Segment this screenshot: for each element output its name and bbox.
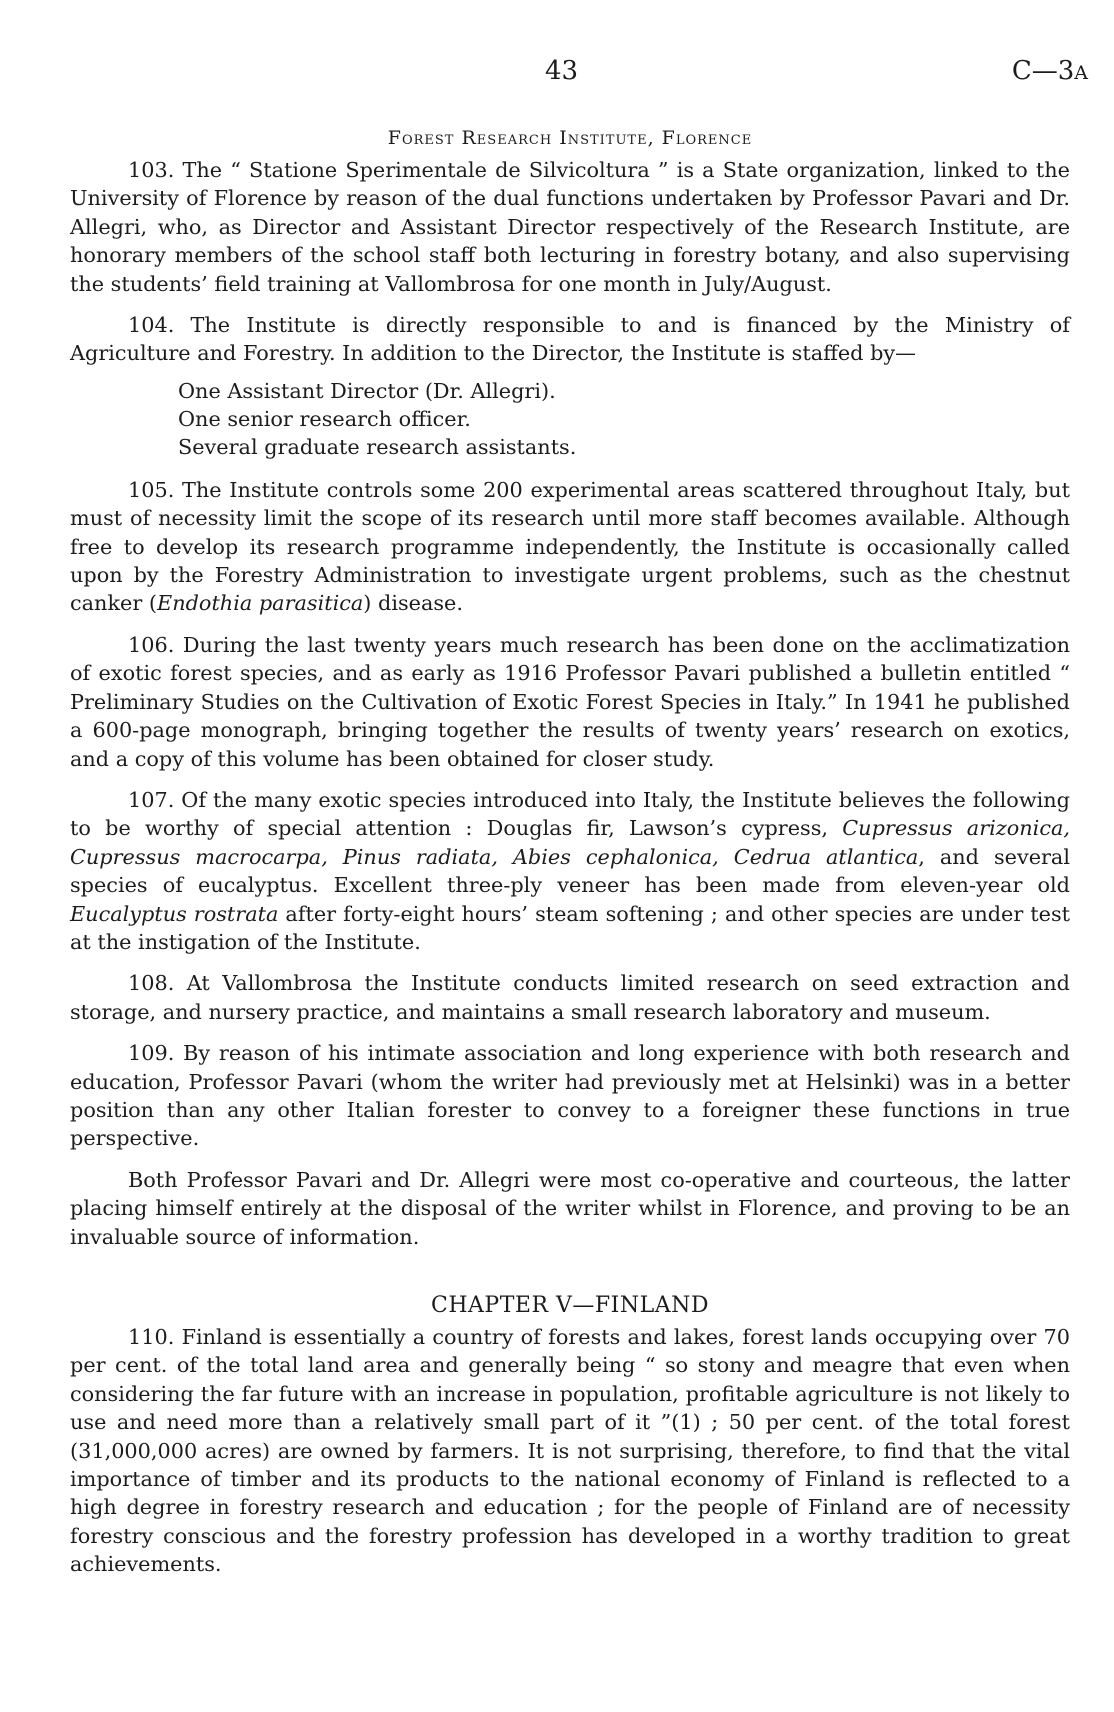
paragraph-107-text: 107. Of the many exotic species introduced into Italy, the Institute believes the following to be worthy of special attention : Douglas fir, Lawson’s cypress, <box>70 787 1070 841</box>
page-reference-suffix: A <box>1074 62 1088 84</box>
paragraph-103: 103. The “ Statione Sperimentale de Silvicoltura ” is a State organization, linked to the University of Florence by reason of the dual functions undertaken by Professor Pavari and Dr. Allegri, who, as Director and Assistant Director respectively of the Research Institute, are honorary members of the school staff both lecturing in forestry botany, and also supervising the students’ field training at Vallombrosa for one month in July/August. <box>70 158 1070 296</box>
paragraph-105-text-end: ) disease. <box>363 591 463 616</box>
page-reference-main: C—3 <box>1011 56 1075 86</box>
staff-list-item: One Assistant Director (Dr. Allegri). <box>178 378 556 403</box>
paragraph-107-text-mid: , and several species of eucalyptus. Excellent three-ply veneer has been made from eleven-year old <box>70 844 1070 898</box>
paragraph-107-text-end: after forty-eight hours’ steam softening ; and other species are under test at the instigation of the Institute. <box>70 901 1070 954</box>
page-header <box>0 56 1114 90</box>
section-title: Forest Research Institute, Florence <box>387 127 753 149</box>
staff-list-item: One senior research officer. <box>178 406 471 431</box>
paragraph-closing: Both Professor Pavari and Dr. Allegri were most co-operative and courteous, the latter placing himself entirely at the disposal of the writer whilst in Florence, and proving to be an invaluable source of information. <box>70 1167 1070 1249</box>
paragraph-106: 106. During the last twenty years much research has been done on the acclimatization of exotic forest species, and as early as 1916 Professor Pavari published a bulletin entitled “ Preliminary Studies on the Cultivation of Exotic Forest Species in Italy.” In 1941 he published a 600-page monograph, bringing together the results of twenty years’ research on exotics, and a copy of this volume has been obtained for closer study. <box>70 632 1070 771</box>
italic-species-name: Eucalyptus rostrata <box>70 901 279 926</box>
body-text <box>70 124 1070 1592</box>
chapter-title: CHAPTER V—FINLAND <box>431 1293 709 1318</box>
italic-species-list: Cupressus arizonica, Cupressus macrocarpa, Pinus radiata, Abies cephalonica, Cedrua atlantica <box>70 816 1070 869</box>
staff-list <box>70 377 1070 461</box>
paragraph-105 <box>70 476 1070 618</box>
paragraph-107 <box>70 786 1070 956</box>
staff-list-item: Several graduate research assistants. <box>178 434 577 459</box>
paragraph-105-text: 105. The Institute controls some 200 experimental areas scattered throughout Italy, but must of necessity limit the scope of its research until more staff becomes available. Although free to develop its research programme independently, the Institute is occasionally called upon by the Forestry Administration to investigate urgent problems, such as the chestnut canker ( <box>70 477 1070 616</box>
italic-species-name: Endothia parasitica <box>157 591 364 616</box>
paragraph-108: 108. At Vallombrosa the Institute conducts limited research on seed extraction and storage, and nursery practice, and maintains a small research laboratory and museum. <box>70 971 1070 1024</box>
paragraph-110: 110. Finland is essentially a country of forests and lakes, forest lands occupying over 70 per cent. of the total land area and generally being “ so stony and meagre that even when considering the far future with an increase in population, profitable agriculture is not likely to use and need more than a relatively small part of it ”(1) ; 50 per cent. of the total forest (31,000,000 acres) are owned by farmers. It is not surprising, therefore, to find that the vital importance of timber and its products to the national economy of Finland is reflected to a high degree in forestry research and education ; for the people of Finland are of necessity forestry conscious and the forestry profession has developed in a worthy tradition to great achievements. <box>70 1325 1070 1577</box>
page-number: 43 <box>545 56 579 86</box>
paragraph-104: 104. The Institute is directly responsible to and is financed by the Ministry of Agriculture and Forestry. In addition to the Director, the Institute is staffed by— <box>70 313 1070 366</box>
page-reference <box>1012 56 1088 86</box>
paragraph-109: 109. By reason of his intimate association and long experience with both research and education, Professor Pavari (whom the writer had previously met at Helsinki) was in a better position than any other Italian forester to convey to a foreigner these functions in true perspective. <box>70 1041 1070 1151</box>
